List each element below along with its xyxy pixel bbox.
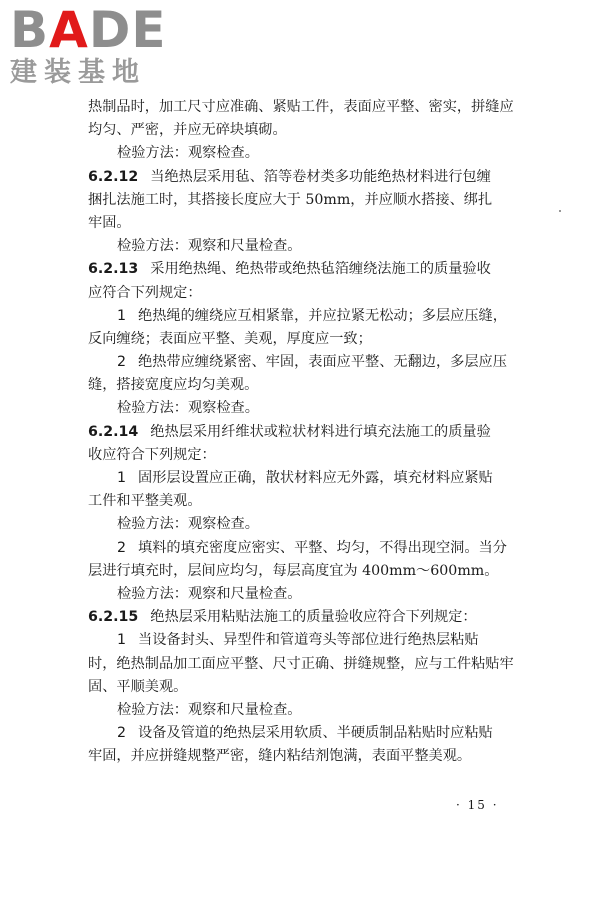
section-number: 6.2.15 bbox=[88, 609, 139, 626]
line-text: 检验方法：观察检查。 bbox=[117, 145, 259, 162]
line-text: 检验方法：观察和尺量检查。 bbox=[117, 238, 302, 255]
text-line bbox=[88, 745, 520, 768]
text-line bbox=[88, 722, 520, 745]
text-line bbox=[88, 258, 520, 281]
line-text: 应符合下列规定： bbox=[88, 284, 202, 301]
line-text: 检验方法：观察和尺量检查。 bbox=[117, 701, 302, 718]
line-text: 检验方法：观察检查。 bbox=[117, 400, 259, 417]
text-line bbox=[88, 142, 520, 165]
section-number: 6.2.13 bbox=[88, 261, 139, 278]
line-text: 层进行填充时，层间应均匀，每层高度宜为 400mm～600mm。 bbox=[88, 562, 499, 579]
text-line bbox=[88, 397, 520, 420]
line-text: 固、平顺美观。 bbox=[88, 678, 188, 695]
document-body bbox=[88, 96, 520, 768]
text-line bbox=[88, 421, 520, 444]
line-text: 工件和平整美观。 bbox=[88, 493, 202, 510]
item-number: 2 bbox=[117, 539, 127, 556]
line-text: 采用绝热绳、绝热带或绝热毡箔缠绕法施工的质量验收 bbox=[150, 261, 491, 278]
text-line bbox=[88, 374, 520, 397]
line-text: 绝热层采用纤维状或粒状材料进行填充法施工的质量验 bbox=[150, 423, 491, 440]
text-line bbox=[88, 583, 520, 606]
item-number: 1 bbox=[117, 470, 127, 486]
brand-a-accent: A bbox=[49, 1, 89, 59]
line-text: 时，绝热制品加工面应平整、尺寸正确、拼缝规整，应与工件粘贴牢 bbox=[88, 655, 514, 672]
text-line bbox=[88, 96, 520, 119]
text-line bbox=[88, 467, 520, 490]
line-text: 牢固。 bbox=[88, 214, 131, 231]
item-number: 1 bbox=[117, 307, 127, 324]
text-line bbox=[88, 235, 520, 258]
text-line bbox=[88, 653, 520, 676]
text-line bbox=[88, 629, 520, 652]
line-text: 牢固，并应拼缝规整严密，缝内粘结剂饱满，表面平整美观。 bbox=[88, 748, 472, 765]
page-number: · 15 · bbox=[456, 798, 499, 812]
text-line bbox=[88, 513, 520, 536]
text-line bbox=[88, 328, 520, 351]
line-text: 反向缠绕；表面应平整、美观，厚度应一致； bbox=[88, 330, 372, 347]
line-text: 缝，搭接宽度应均匀美观。 bbox=[88, 377, 259, 394]
line-text: 当绝热层采用毡、箔等卷材类多功能绝热材料进行包缠 bbox=[150, 168, 491, 185]
scan-speck bbox=[559, 210, 561, 212]
text-line bbox=[88, 699, 520, 722]
text-line bbox=[88, 166, 520, 189]
text-line bbox=[88, 606, 520, 629]
watermark-logo bbox=[10, 1, 185, 94]
line-text: 捆扎法施工时，其搭接长度应大于 50mm，并应顺水搭接、绑扎 bbox=[88, 191, 493, 208]
text-line bbox=[88, 490, 520, 513]
text-line bbox=[88, 676, 520, 699]
line-text: 均匀、严密，并应无碎块填砌。 bbox=[88, 122, 287, 139]
line-text: 固形层设置应正确，散状材料应无外露，填充材料应紧贴 bbox=[138, 470, 493, 486]
line-text: 检验方法：观察和尺量检查。 bbox=[117, 585, 302, 602]
text-line bbox=[88, 560, 520, 583]
brand-b: B bbox=[10, 1, 50, 59]
line-text: 收应符合下列规定： bbox=[88, 446, 216, 463]
text-line bbox=[88, 119, 520, 142]
text-line bbox=[88, 189, 520, 212]
section-number: 6.2.14 bbox=[88, 423, 139, 440]
text-line bbox=[88, 537, 520, 560]
text-line bbox=[88, 305, 520, 328]
line-text: 绝热层采用粘贴法施工的质量验收应符合下列规定： bbox=[150, 609, 477, 626]
text-line bbox=[88, 351, 520, 374]
item-number: 2 bbox=[117, 354, 127, 371]
text-line bbox=[88, 212, 520, 235]
brand-de: DE bbox=[88, 1, 167, 59]
item-number: 2 bbox=[117, 725, 127, 742]
line-text: 检验方法：观察检查。 bbox=[117, 516, 259, 533]
item-number: 1 bbox=[117, 632, 127, 649]
line-text: 热制品时，加工尺寸应准确、紧贴工件，表面应平整、密实，拼缝应 bbox=[88, 99, 514, 115]
line-text: 当设备封头、异型件和管道弯头等部位进行绝热层粘贴 bbox=[138, 632, 479, 649]
watermark-subtitle: 建装基地 bbox=[10, 57, 146, 88]
watermark-brand bbox=[10, 1, 185, 59]
line-text: 绝热带应缠绕紧密、牢固，表面应平整、无翻边，多层应压 bbox=[138, 354, 507, 371]
text-line bbox=[88, 282, 520, 305]
text-line bbox=[88, 444, 520, 467]
line-text: 绝热绳的缠绕应互相紧靠，并应拉紧无松动；多层应压缝， bbox=[138, 307, 507, 324]
line-text: 设备及管道的绝热层采用软质、半硬质制品粘贴时应粘贴 bbox=[138, 725, 493, 742]
section-number: 6.2.12 bbox=[88, 168, 139, 185]
line-text: 填料的填充密度应密实、平整、均匀，不得出现空洞。当分 bbox=[138, 539, 507, 556]
